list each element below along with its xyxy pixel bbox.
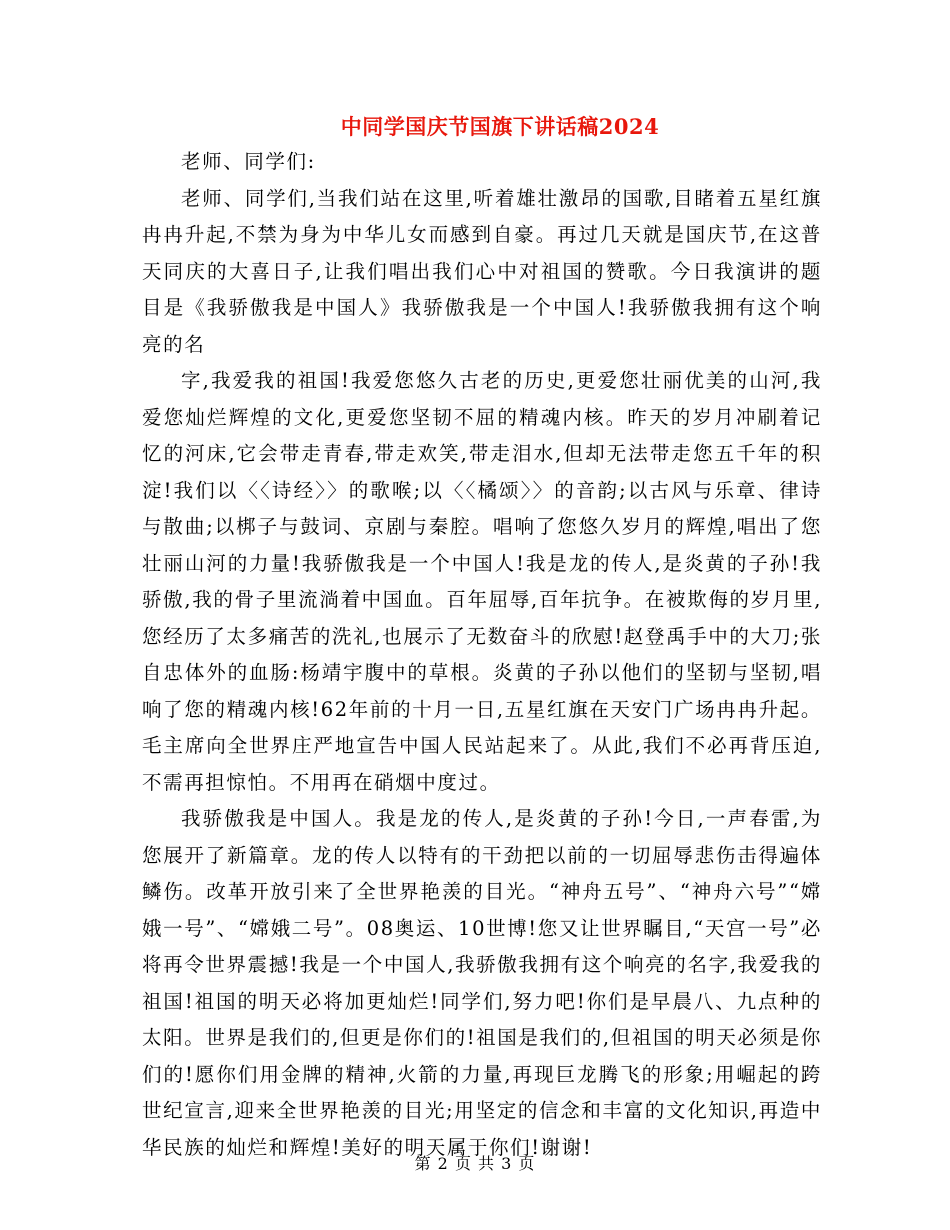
document-body <box>142 144 822 1166</box>
paragraph-1: 老师、同学们,当我们站在这里,听着雄壮激昂的国歌,目睹着五星红旗冉冉升起,不禁为身为中华儿女而感到自豪。再过几天就是国庆节,在这普天同庆的大喜日子,让我们唱出我们心中对祖国的赞歌。今日我演讲的题目是《我骄傲我是中国人》我骄傲我是一个中国人!我骄傲我拥有这个响亮的名 <box>142 186 822 356</box>
paragraph-3: 我骄傲我是中国人。我是龙的传人,是炎黄的子孙!今日,一声春雷,为您展开了新篇章。龙的传人以特有的干劲把以前的一切屈辱悲伤击得遍体鳞伤。改革开放引来了全世界艳羡的目光。“神舟五号”、“神舟六号”“嫦娥一号”、“嫦娥二号”。08奥运、10世博!您又让世界瞩目,“天宫一号”必将再令世界震撼!我是一个中国人,我骄傲我拥有这个响亮的名字,我爱我的祖国!祖国的明天必将加更灿烂!同学们,努力吧!你们是早晨八、九点种的太阳。世界是我们的,但更是你们的!祖国是我们的,但祖国的明天必须是你们的!愿你们用金牌的精神,火箭的力量,再现巨龙腾飞的形象;用崛起的跨世纪宣言,迎来全世界艳羡的目光;用坚定的信念和丰富的文化知识,再造中华民族的灿烂和辉煌!美好的明天属于你们!谢谢! <box>142 807 822 1159</box>
page-footer: 第 2 页 共 3 页 <box>414 1154 536 1173</box>
greeting: 老师、同学们: <box>181 150 316 173</box>
document-title: 中同学国庆节国旗下讲话稿2024 <box>340 114 660 139</box>
paragraph-2: 字,我爱我的祖国!我爱您悠久古老的历史,更爱您壮丽优美的山河,我爱您灿烂辉煌的文化,更爱您坚韧不屈的精魂内核。昨天的岁月冲刷着记忆的河床,它会带走青春,带走欢笑,带走泪水,但却无法带走您五千年的积淀!我们以〈〈诗经〉〉的歌喉;以〈〈橘颂〉〉的音韵;以古风与乐章、律诗与散曲;以梆子与鼓词、京剧与秦腔。唱响了您悠久岁月的辉煌,唱出了您壮丽山河的力量!我骄傲我是一个中国人!我是龙的传人,是炎黄的子孙!我骄傲,我的骨子里流淌着中国血。百年屈辱,百年抗争。在被欺侮的岁月里,您经历了太多痛苦的洗礼,也展示了无数奋斗的欣慰!赵登禹手中的大刀;张自忠体外的血肠:杨靖宇腹中的草根。炎黄的子孙以他们的坚韧与坚韧,唱响了您的精魂内核!62年前的十月一日,五星红旗在天安门广场冉冉升起。毛主席向全世界庄严地宣告中国人民站起来了。从此,我们不必再背压迫,不需再担惊怕。不用再在硝烟中度过。 <box>142 369 822 794</box>
